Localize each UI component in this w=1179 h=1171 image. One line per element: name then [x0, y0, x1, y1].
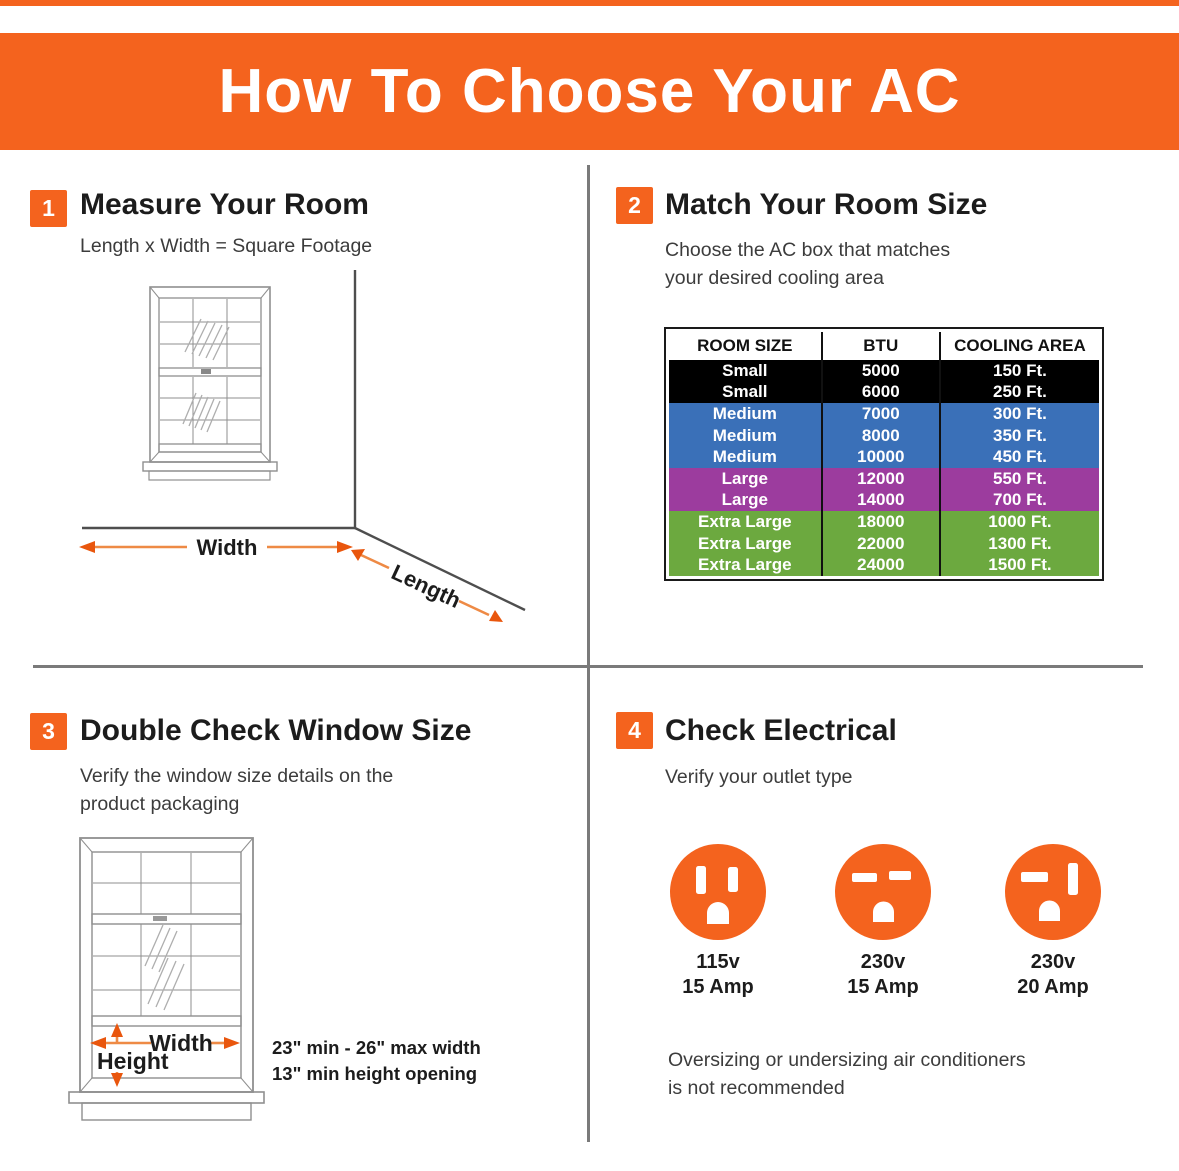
window-sill-base — [82, 1103, 251, 1120]
window-sill-base — [149, 471, 270, 480]
sizing-note-line2: is not recommended — [668, 1077, 845, 1099]
raised-lower-sash — [92, 924, 241, 1026]
page-title: How To Choose Your AC — [218, 57, 961, 126]
upper-sash — [92, 853, 241, 924]
window-drawing — [143, 287, 277, 480]
step3-title: Double Check Window Size — [80, 714, 472, 747]
table-cell: 10000 — [822, 446, 940, 468]
step2-title: Match Your Room Size — [665, 188, 988, 221]
table-cell: Large — [669, 490, 822, 512]
outlet-230v-15amp-icon — [833, 842, 933, 942]
column-header-btu: BTU — [822, 332, 940, 360]
table-cell: 7000 — [822, 403, 940, 425]
table-cell: Extra Large — [669, 554, 822, 576]
outlet-230v-15amp-label — [813, 950, 953, 1000]
glass-hatch — [145, 925, 184, 1010]
step1-title: Measure Your Room — [80, 188, 369, 221]
table-cell: Medium — [669, 403, 822, 425]
table-row — [669, 490, 1099, 512]
sizing-recommendation-note — [668, 1046, 1026, 1102]
table-cell: 24000 — [822, 554, 940, 576]
column-header-room-size: ROOM SIZE — [669, 332, 822, 360]
column-header-cooling-area: COOLING AREA — [940, 332, 1099, 360]
room-measure-illustration — [55, 262, 555, 642]
step3-subtitle-line2: product packaging — [80, 793, 240, 815]
outlet-amps: 15 Amp — [847, 976, 919, 998]
outlet-230v-20amp-label — [983, 950, 1123, 1000]
table-row — [669, 511, 1099, 533]
window-size-note — [272, 1035, 481, 1087]
width-label: Width — [196, 535, 258, 560]
table-header-row — [669, 332, 1099, 360]
horizontal-divider — [33, 665, 1143, 668]
glass-hatch-upper — [185, 319, 229, 360]
room-size-table — [664, 327, 1104, 581]
step2-subtitle-line2: your desired cooling area — [665, 267, 884, 289]
height-label: Height — [97, 1048, 169, 1074]
table-row — [669, 533, 1099, 555]
table-cell: Extra Large — [669, 533, 822, 555]
outlet-115v-15amp-label — [648, 950, 788, 1000]
table-cell: 450 Ft. — [993, 447, 1047, 467]
table-row — [669, 554, 1099, 576]
step3-number-badge: 3 — [30, 713, 67, 750]
table-cell: 550 Ft. — [993, 468, 1047, 488]
glass-hatch-lower — [183, 393, 220, 432]
room-corner-lines — [82, 270, 525, 610]
table-cell: 18000 — [822, 511, 940, 533]
table-cell: 8000 — [822, 425, 940, 447]
table-cell: 700 Ft. — [993, 490, 1047, 510]
window-lock — [153, 916, 167, 921]
lower-sash-grid — [159, 377, 261, 452]
outlet-115v-15amp-icon — [668, 842, 768, 942]
table-cell: Large — [669, 468, 822, 490]
step2-number-badge: 2 — [616, 187, 653, 224]
table-cell: 1000 Ft. — [988, 511, 1052, 531]
table-cell: Extra Large — [669, 511, 822, 533]
step1-subtitle: Length x Width = Square Footage — [80, 235, 373, 257]
table-cell: Medium — [669, 446, 822, 468]
step2-subtitle — [665, 236, 950, 292]
table-cell: 1500 Ft. — [988, 555, 1052, 575]
step4-number-badge: 4 — [616, 712, 653, 749]
window-size-illustration — [55, 826, 535, 1171]
table-cell: 5000 — [822, 360, 940, 382]
room-size-table-body — [669, 360, 1099, 576]
table-cell: Medium — [669, 425, 822, 447]
outlet-230v-20amp-icon — [1003, 842, 1103, 942]
window-sill — [143, 462, 277, 471]
table-row — [669, 425, 1099, 447]
step4-subtitle: Verify your outlet type — [665, 766, 853, 788]
window-size-note-line2: 13" min height opening — [272, 1063, 478, 1084]
table-row — [669, 403, 1099, 425]
outlet-voltage: 115v — [696, 951, 740, 973]
table-cell: 350 Ft. — [993, 425, 1047, 445]
table-cell: Small — [669, 360, 822, 382]
length-label: Length — [387, 559, 465, 614]
table-cell: 300 Ft. — [993, 403, 1047, 423]
table-row — [669, 360, 1099, 382]
table-row — [669, 468, 1099, 490]
step3-subtitle-line1: Verify the window size details on the — [80, 765, 394, 787]
table-cell: 6000 — [822, 382, 940, 404]
width-label: Width — [149, 1030, 213, 1056]
table-cell: 1300 Ft. — [988, 533, 1052, 553]
open-window-drawing — [69, 838, 264, 1120]
outlet-voltage: 230v — [1030, 951, 1076, 973]
step4-title: Check Electrical — [665, 714, 897, 747]
step2-subtitle-line1: Choose the AC box that matches — [665, 239, 951, 261]
vertical-divider — [587, 165, 590, 1142]
window-sill — [69, 1092, 264, 1103]
outlet-voltage: 230v — [860, 951, 906, 973]
window-size-note-line1: 23" min - 26" max width — [272, 1037, 481, 1058]
header-banner — [0, 33, 1179, 150]
table-cell: 22000 — [822, 533, 940, 555]
step1-number-badge: 1 — [30, 190, 67, 227]
step3-subtitle — [80, 762, 393, 818]
sizing-note-line1: Oversizing or undersizing air conditioners — [668, 1049, 1026, 1071]
outlet-amps: 20 Amp — [1017, 976, 1089, 998]
window-lock — [201, 369, 211, 374]
table-row — [669, 446, 1099, 468]
table-row — [669, 382, 1099, 404]
outlet-amps: 15 Amp — [682, 976, 754, 998]
table-cell: 12000 — [822, 468, 940, 490]
table-cell: 150 Ft. — [993, 360, 1047, 380]
top-accent-strip — [0, 0, 1179, 6]
table-cell: 14000 — [822, 490, 940, 512]
table-cell: 250 Ft. — [993, 382, 1047, 402]
table-cell: Small — [669, 382, 822, 404]
